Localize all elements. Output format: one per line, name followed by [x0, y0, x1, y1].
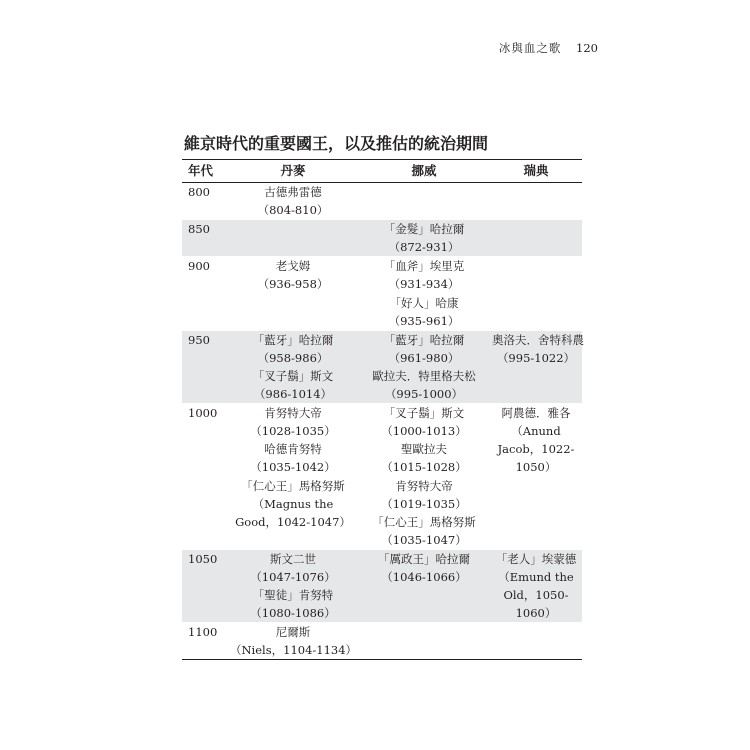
kings-table	[182, 159, 582, 660]
running-head	[499, 40, 598, 56]
king-entry: （1000-1013）	[381, 424, 467, 439]
king-entry: 「老人」埃蒙德	[495, 551, 577, 566]
king-entry: 「藍牙」哈拉爾	[252, 332, 334, 347]
king-entry: （Niels，1104-1134）	[230, 643, 358, 658]
king-entry: 「藍牙」哈拉爾	[383, 332, 465, 347]
king-entry: 阿農德．雅各	[501, 406, 571, 421]
cell-sweden	[490, 623, 582, 660]
king-entry: （872-931）	[388, 240, 460, 255]
king-entry: （1019-1035）	[381, 496, 467, 511]
king-entry: 斯文二世	[270, 551, 316, 566]
king-entry: 哈德肯努特	[264, 442, 322, 457]
cell-norway	[358, 404, 490, 550]
cell-norway	[358, 183, 490, 220]
king-entry: （1080-1086）	[250, 606, 336, 621]
cell-sweden	[490, 183, 582, 220]
column-header-denmark: 丹麥	[228, 160, 358, 183]
cell-era-year: 800	[182, 183, 228, 220]
cell-denmark	[228, 220, 358, 257]
cell-era-year: 1000	[182, 404, 228, 550]
table-row	[182, 549, 582, 622]
cell-norway	[358, 220, 490, 257]
cell-era-year: 1050	[182, 549, 228, 622]
cell-sweden	[490, 330, 582, 403]
king-entry: （1035-1042）	[250, 460, 336, 475]
king-entry: （936-958）	[257, 277, 329, 292]
king-entry: （931-934）	[388, 277, 460, 292]
king-entry: （Anund Jacob，1022-1050）	[497, 424, 575, 475]
king-entry: 「叉子鬍」斯文	[383, 406, 465, 421]
cell-norway	[358, 549, 490, 622]
king-entry: 「厲政王」哈拉爾	[378, 551, 470, 566]
cell-sweden	[490, 257, 582, 330]
table-header-row	[182, 160, 582, 183]
cell-era-year: 900	[182, 257, 228, 330]
king-entry: 「仁心王」馬格努斯（Magnus the Good，1042-1047）	[235, 478, 351, 529]
king-entry: 尼爾斯	[275, 625, 311, 640]
cell-norway	[358, 623, 490, 660]
king-entry: （961-980）	[388, 350, 460, 365]
cell-norway	[358, 257, 490, 330]
column-header-norway: 挪威	[358, 160, 490, 183]
king-entry: 「叉子鬍」斯文	[252, 368, 334, 383]
king-entry: 古德弗雷德	[264, 185, 322, 199]
king-entry: （Emund the Old，1050-1060）	[498, 569, 574, 621]
cell-era-year: 950	[182, 330, 228, 403]
king-entry: （935-961）	[388, 313, 460, 328]
page-number: 120	[576, 41, 598, 55]
king-entry: 奧洛夫．舍特科農	[492, 332, 584, 347]
king-entry: 老戈姆	[275, 259, 311, 274]
cell-denmark	[228, 623, 358, 660]
king-entry: 肯努特大帝	[264, 406, 322, 421]
king-entry: （1028-1035）	[250, 424, 336, 439]
king-entry: 「聖徒」肯努特	[252, 588, 334, 603]
table-row	[182, 623, 582, 660]
king-entry: 「血斧」埃里克	[383, 259, 465, 274]
book-title: 冰與血之歌	[498, 41, 562, 55]
king-entry: 「金髮」哈拉爾	[383, 222, 465, 237]
table-row	[182, 404, 582, 550]
cell-denmark	[228, 549, 358, 622]
king-entry: （1046-1066）	[381, 569, 467, 584]
cell-sweden	[490, 220, 582, 257]
cell-era-year: 1100	[182, 623, 228, 660]
king-entry: 肯努特大帝	[395, 478, 453, 493]
table-row	[182, 330, 582, 403]
cell-denmark	[228, 257, 358, 330]
king-entry: （995-1022）	[496, 350, 576, 365]
table-row	[182, 257, 582, 330]
column-header-sweden: 瑞典	[490, 160, 582, 183]
king-entry: （995-1000）	[384, 387, 464, 402]
king-entry: （1047-1076）	[250, 569, 336, 584]
table-row	[182, 220, 582, 257]
king-entry: 「好人」哈康	[389, 295, 459, 310]
king-entry: （958-986）	[257, 350, 329, 365]
table-row	[182, 183, 582, 220]
cell-denmark	[228, 330, 358, 403]
cell-norway	[358, 330, 490, 403]
king-entry: （1035-1047）	[381, 532, 467, 547]
cell-denmark	[228, 404, 358, 550]
table-title: 維京時代的重要國王，以及推估的統治期間	[184, 134, 489, 153]
king-entry: （1015-1028）	[381, 460, 467, 475]
king-entry: 聖歐拉夫	[401, 442, 447, 457]
column-header-era: 年代	[182, 160, 228, 183]
cell-sweden	[490, 404, 582, 550]
king-entry: 「仁心王」馬格努斯	[372, 514, 476, 529]
king-entry: （986-1014）	[253, 387, 333, 402]
king-entry: （804-810）	[257, 203, 329, 218]
cell-denmark	[228, 183, 358, 220]
cell-sweden	[490, 549, 582, 622]
king-entry: 歐拉夫．特里格夫松	[372, 368, 476, 383]
cell-era-year: 850	[182, 220, 228, 257]
